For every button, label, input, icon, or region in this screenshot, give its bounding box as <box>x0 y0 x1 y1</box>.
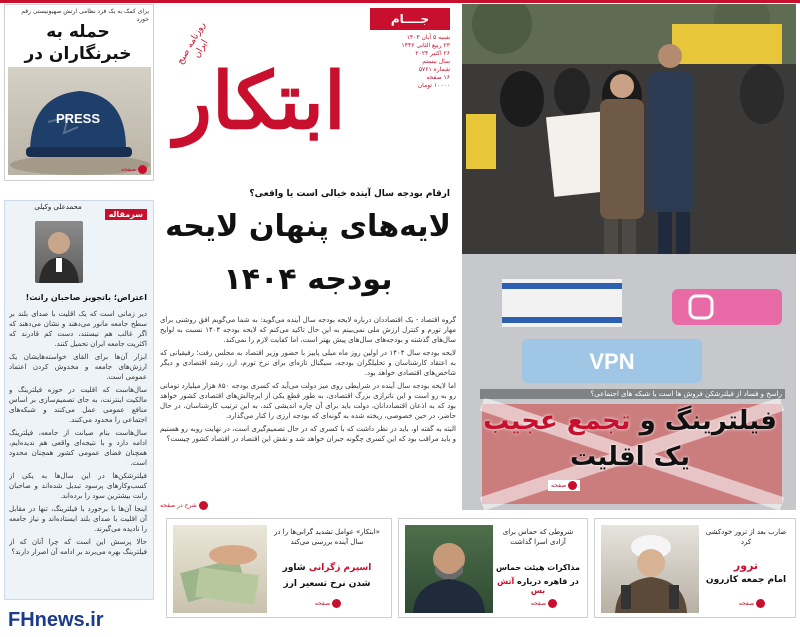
prices-title-line1 <box>269 563 385 573</box>
bottom-box-prices[interactable] <box>166 518 392 618</box>
column-body <box>9 309 147 594</box>
column-p3: سال‌هاست که اقلیت در حوزه فیلترینگ و مالکیت اینترنت، به جای تصمیم‌سازی بر اساس منافع عمومی عمل می‌کنند و شبکه‌های اجتماعی را محدود می‌کنند. <box>9 386 147 424</box>
prices-page-ref[interactable]: صفحه <box>315 599 341 608</box>
main-headline-1: لایه‌های پنهان لایحه <box>165 209 451 244</box>
author-photo <box>35 221 83 283</box>
press-helmet-icon <box>8 67 151 175</box>
hamas-official-photo <box>405 525 493 613</box>
hamas-page-ref[interactable]: صفحه <box>531 599 557 608</box>
vpn-sign-text: VPN <box>589 349 635 374</box>
photo-headline-1: فیلترینگ و <box>639 406 777 436</box>
prices-kicker: «ابتکار» عوامل تشدید گرانی‌ها را در سال آینده بررسی می‌کند <box>274 528 380 546</box>
corner-tag: جــــام <box>370 8 450 30</box>
cleric-photo <box>601 525 699 613</box>
prices-title-red: اسپرم زگرانی <box>308 563 372 573</box>
column-p6: اینجا آن‌ها با برخورد با فیلترینگ، تنها در مقابل آن اقلیت با صدای بلند ایستاده‌اند و نیاز جامعه را نادیده می‌گیرند. <box>9 505 147 533</box>
hamas-title-red: آتش بس <box>497 577 546 595</box>
page-badge-icon <box>548 599 557 608</box>
column-p5: فیلترشکن‌ها در این سال‌ها به یکی از کسب‌وکارهای پرسود تبدیل شده‌اند و صاحبان رانت بیشترین سود را برده‌اند. <box>9 472 147 500</box>
column-p1: دیر زمانی است که یک اقلیت با صدای بلند بر سطح جامعه مانور می‌دهند و نشان می‌دهند که اگر غالب هم نیستند، دست کم قادرند که اکثریت جامعه ایران تحمیل کنند. <box>9 310 147 348</box>
page-badge-icon <box>756 599 765 608</box>
photo-headline-line2: یک اقلیت <box>569 442 691 472</box>
site-watermark: FHnews.ir <box>4 606 154 634</box>
masthead-logo: ابتکار <box>174 56 346 147</box>
left-top-box[interactable] <box>4 4 154 181</box>
page-badge-icon <box>199 501 208 510</box>
left-top-page-ref[interactable]: صفحه <box>121 165 147 174</box>
main-kicker: ارقام بودجه سال آینده خیالی است یا واقعی؟ <box>249 189 450 199</box>
column-author: محمدعلی وکیلی <box>34 203 82 211</box>
top-red-band <box>0 0 800 3</box>
column-p7: حالا پرسش این است که چرا آنان که از فیلترینگ بهره می‌برند بر ادامه آن اصرار دارند؟ <box>9 538 147 556</box>
photo-headline-accent: تجمع عجیب <box>483 406 631 436</box>
hamas-title-line2 <box>493 577 583 595</box>
editorial-column[interactable] <box>4 200 154 600</box>
main-headline-2: بودجه ۱۴۰۴ <box>223 262 393 297</box>
bottom-box-hamas[interactable] <box>398 518 588 618</box>
column-p4: سال‌هاست بنام صیانت از جامعه، فیلترینگ ادامه دارد و با نتیجه‌ای واقعی هم ندیده‌ایم، همچنان فضای عمومی کشور همچنان محدود است. <box>9 429 147 467</box>
main-page-ref[interactable]: شرح در صفحه <box>160 501 208 510</box>
main-body-p2: لایحه بودجه سال ۱۴۰۴ در اولین روز ماه میلی پاییز با حضور وزیر اقتصاد به مجلس رفت؛ رفیقیانی که به اعتقاد کارشناسان و تحلیلگران بودجه، سیگنال تازه‌ای برای نرخ تورم، ارز، رشد اقتصادی و دیگر شاخص‌های اقتصادی خواهد بود. <box>160 349 456 377</box>
prices-title-1: شاور <box>282 563 306 573</box>
helmet-press-label: PRESS <box>55 111 101 126</box>
column-title: اعتراض؛ باتجویز صاحبان رانت! <box>25 293 147 302</box>
hamas-kicker: شروطی که حماس برای آزادی اسرا گذاشت <box>502 528 574 546</box>
column-p2: ابزار آن‌ها برای القای خواسته‌هایشان یک ارزش‌های جامعه و مخدوش کردن اعتماد عمومی است. <box>9 353 147 381</box>
page-badge-icon <box>332 599 341 608</box>
money-photo <box>173 525 267 613</box>
kazerun-page-ref[interactable]: صفحه <box>739 599 765 608</box>
page-badge-icon <box>138 165 147 174</box>
masthead-subtitle: روزنامه صبح ایران <box>175 20 211 67</box>
page-badge-icon <box>568 481 577 490</box>
column-tag: سرمقاله <box>105 209 147 220</box>
hamas-title-2: در قاهره درباره <box>517 577 579 586</box>
kazerun-title: امام جمعه کازرون <box>705 575 787 585</box>
kazerun-title-red: ترور <box>733 559 759 572</box>
main-body <box>160 315 456 500</box>
photo-page-ref[interactable]: صفحه <box>548 480 580 491</box>
hamas-title-1: مذاکرات هیئت حماس <box>495 563 580 572</box>
kazerun-kicker: ضارب بعد از ترور خودکشی کرد <box>705 528 787 546</box>
prices-title-2: شدن نرخ تسعیر ارز <box>283 579 371 589</box>
main-body-p3: اما لایحه بودجه سال آینده در شرایطی روی میز دولت می‌آید که کسری بودجه ۸۵۰ هزار میلیارد تومانی رو به رو است و این ناترازی بزرگ اقتصادی، به طور قطع یکی از ابرچالش‌های اقتصادی کشور خواهد بود که به اذعان اقتصاددانان، دولت باید برای آن چاره اندیشی کند، به این ترتیب کارشناسان، در حال حاضر، در حین خصوصی، ریخته شده به گونه‌ای که بودجه ارزی را کنار می‌گذارد. <box>160 382 456 420</box>
photo-headline-line1 <box>470 404 790 438</box>
main-body-p4: البته به گفته او، باید در نظر داشت که با کسری که در حال تصمیم‌گیری است، در نهایت روبه رو هستیم و باید مراقب بود که این کسری چگونه جبران خواهد شد و نقش این اقتصاد در اقتصاد کشور چیست؟ <box>160 425 456 443</box>
press-helmet-photo <box>8 67 151 175</box>
date-block: شنبه ۵ آبان ۱۴۰۳ ۲۳ ربیع الثانی ۱۴۴۶ ۲۶ اکتبر ۲۰۲۴ سال بیستم شماره ۵۷۶۱ ۱۶ صفحه ۱۰۰۰۰ تومان <box>401 34 450 89</box>
left-top-title: حمله به خبرنگاران در <box>24 22 132 64</box>
photo-kicker: راسخ و فساد از فیلترشکن فروش ها است یا شبکه های اجتماعی؟ <box>480 389 785 399</box>
left-top-kicker: برای کمک به یک فرد نظامی ارتش صهیونیستی رقم خورد <box>21 8 149 23</box>
masthead <box>160 4 456 184</box>
main-body-p1: گروه اقتصاد - یک اقتصاددان درباره لایحه بودجه سال آینده می‌گوید: به شما می‌گویم افق روشنی برای مهار تورم و کنترل ارزش ملی نمی‌بینم به این حال تاکید می‌کنم که لایحه بودجه ۱۴۰۴ نسبت به لوایح سال‌های گذشته و بودجه‌های سال‌های پیش بهتر است، اما کفایت لازم را نمی‌کند. <box>160 316 456 344</box>
bottom-box-kazerun[interactable] <box>594 518 796 618</box>
